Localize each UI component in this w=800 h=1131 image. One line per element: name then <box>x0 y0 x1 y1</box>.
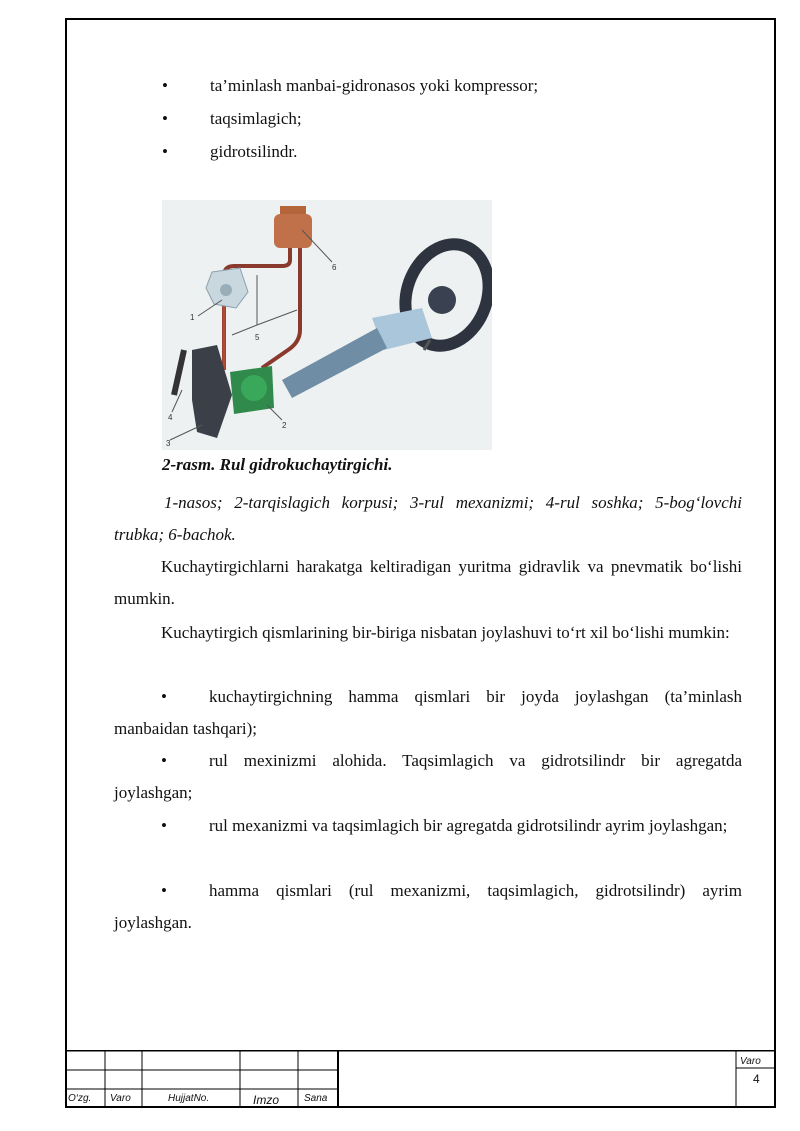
bullet-text: rul mexinizmi alohida. Taqsimlagich va gidrotsilindr bir agregatda joylashgan; <box>114 751 742 802</box>
stamp-label-sheet: Varo <box>110 1093 131 1104</box>
title-block-stamp <box>65 1050 776 1108</box>
bullet-symbol: • <box>161 816 167 835</box>
stamp-label-sheet-right: Varo <box>740 1056 761 1067</box>
bullet-symbol: • <box>162 142 168 161</box>
callout-2: 2 <box>282 421 287 430</box>
callout-5: 5 <box>255 333 260 342</box>
figure-caption-title: 2-rasm. Rul gidrokuchaytirgichi. <box>162 455 393 474</box>
callout-6: 6 <box>332 263 337 272</box>
bullet-symbol: • <box>161 687 167 706</box>
stamp-label-document: HujjatNo. <box>168 1093 210 1104</box>
bullet-text: ta’minlash manbai-gidronasos yoki kompressor; <box>210 76 539 95</box>
stamp-label-date: Sana <box>304 1093 328 1104</box>
bullet-symbol: • <box>161 751 167 770</box>
paragraph: Kuchaytirgichlarni harakatga keltiradigan yuritma gidravlik va pnevmatik bo‘lishi mumkin. <box>114 557 742 608</box>
bullet-symbol: • <box>161 881 167 900</box>
bullet-item <box>114 875 742 939</box>
callout-4: 4 <box>168 413 173 422</box>
bullet-item <box>114 681 742 745</box>
callout-1: 1 <box>190 313 195 322</box>
paragraph: Kuchaytirgich qismlarining bir-biriga nisbatan joylashuvi to‘rt xil bo‘lishi mumkin: <box>161 623 730 642</box>
bullet-symbol: • <box>162 76 168 95</box>
figure-caption-description: 1-nasos; 2-tarqislagich korpusi; 3-rul mexanizmi; 4-rul soshka; 5-bog‘lovchi trubka; 6-bachok. <box>114 493 742 544</box>
stamp-label-change: O‘zg. <box>68 1093 92 1104</box>
stamp-label-signature: Imzo <box>253 1093 280 1107</box>
callout-3: 3 <box>166 439 171 448</box>
bullet-text: taqsimlagich; <box>210 109 302 128</box>
bullet-symbol: • <box>162 109 168 128</box>
bullet-text: rul mexanizmi va taqsimlagich bir agregatda gidrotsilindr ayrim joylashgan; <box>209 816 728 835</box>
bullet-text: kuchaytirgichning hamma qismlari bir joyda joylashgan (ta’minlash manbaidan tashqari); <box>114 687 742 738</box>
bullet-text: gidrotsilindr. <box>210 142 298 161</box>
power-steering-figure <box>162 200 492 450</box>
bullet-text: hamma qismlari (rul mexanizmi, taqsimlagich, gidrotsilindr) ayrim joylashgan. <box>114 881 742 932</box>
bullet-item <box>114 745 742 809</box>
sheet-number: 4 <box>753 1072 760 1086</box>
bullet-item <box>114 810 742 842</box>
